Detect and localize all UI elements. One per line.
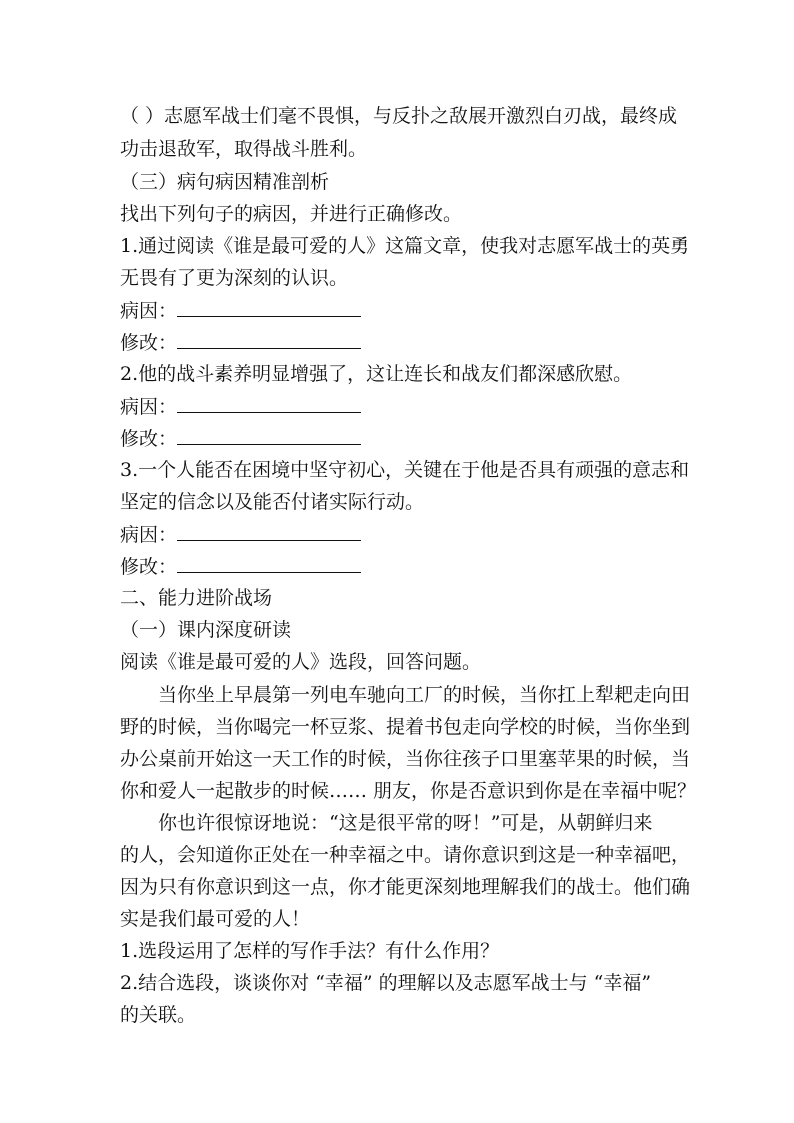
instruction-text: 找出下列句子的病因，并进行正确修改。 xyxy=(120,203,463,225)
part-heading: 二、能力进阶战场 xyxy=(120,587,273,609)
passage-line: 当你坐上早晨第一列电车驰向工厂的时候，当你扛上犁耙走向田 xyxy=(158,684,691,706)
passage-line: 的人，会知道你正处在一种幸福之中。请你意识到这是一种幸福吧， xyxy=(120,844,691,866)
answer-blank[interactable] xyxy=(177,330,361,349)
reading-instruction: 阅读《谁是最可爱的人》选段，回答问题。 xyxy=(120,651,482,673)
cause-label: 病因： xyxy=(120,524,178,546)
cause-label: 病因： xyxy=(120,300,178,322)
section-heading: （三）病句病因精准剖析 xyxy=(120,171,330,193)
question-3-text: 3.一个人能否在困境中坚守初心，关键在于他是否具有顽强的意志和 xyxy=(120,459,690,481)
answer-blank[interactable] xyxy=(177,394,361,413)
answer-fix-row xyxy=(120,330,680,355)
question-3-text: 坚定的信念以及能否付诸实际行动。 xyxy=(120,491,425,513)
passage-line: 实是我们最可爱的人！ xyxy=(120,908,311,930)
passage-line: 野的时候，当你喝完一杯豆浆、提着书包走向学校的时候，当你坐到 xyxy=(120,716,691,738)
cause-label: 病因： xyxy=(120,396,178,418)
fix-label: 修改： xyxy=(120,556,178,578)
reading-question-2: 2.结合选段，谈谈你对 “幸福” 的理解以及志愿军战士与 “幸福” xyxy=(120,972,652,994)
fix-label: 修改： xyxy=(120,332,178,354)
fix-label: 修改： xyxy=(120,428,178,450)
answer-cause-row xyxy=(120,298,680,323)
answer-blank[interactable] xyxy=(177,298,361,317)
answer-fix-row xyxy=(120,426,680,451)
subsection-heading: （一）课内深度研读 xyxy=(120,619,292,641)
passage-line: 因为只有你意识到这一点，你才能更深刻地理解我们的战士。他们确 xyxy=(120,876,691,898)
text-line: 功击退敌军，取得战斗胜利。 xyxy=(120,138,368,160)
text-line: （ ）志愿军战士们毫不畏惧，与反扑之敌展开激烈白刃战，最终成 xyxy=(120,105,678,127)
question-2-text: 2.他的战斗素养明显增强了，这让连长和战友们都深感欣慰。 xyxy=(120,363,633,385)
passage-line: 你和爱人一起散步的时候…… 朋友，你是否意识到你是在幸福中呢？ xyxy=(120,780,697,802)
question-1-text: 无畏有了更为深刻的认识。 xyxy=(120,267,349,289)
passage-line: 办公桌前开始这一天工作的时候，当你往孩子口里塞苹果的时候，当 xyxy=(120,748,691,770)
answer-cause-row xyxy=(120,522,680,547)
answer-blank[interactable] xyxy=(177,426,361,445)
passage-line: 你也许很惊讶地说：“这是很平常的呀！”可是，从朝鲜归来 xyxy=(158,812,653,834)
answer-blank[interactable] xyxy=(177,522,361,541)
reading-question-1: 1.选段运用了怎样的写作手法？有什么作用？ xyxy=(120,940,500,962)
reading-question-2: 的关联。 xyxy=(120,1004,197,1026)
question-1-text: 1.通过阅读《谁是最可爱的人》这篇文章，使我对志愿军战士的英勇 xyxy=(120,235,690,257)
answer-fix-row xyxy=(120,554,680,579)
answer-cause-row xyxy=(120,394,680,419)
answer-blank[interactable] xyxy=(177,554,361,573)
